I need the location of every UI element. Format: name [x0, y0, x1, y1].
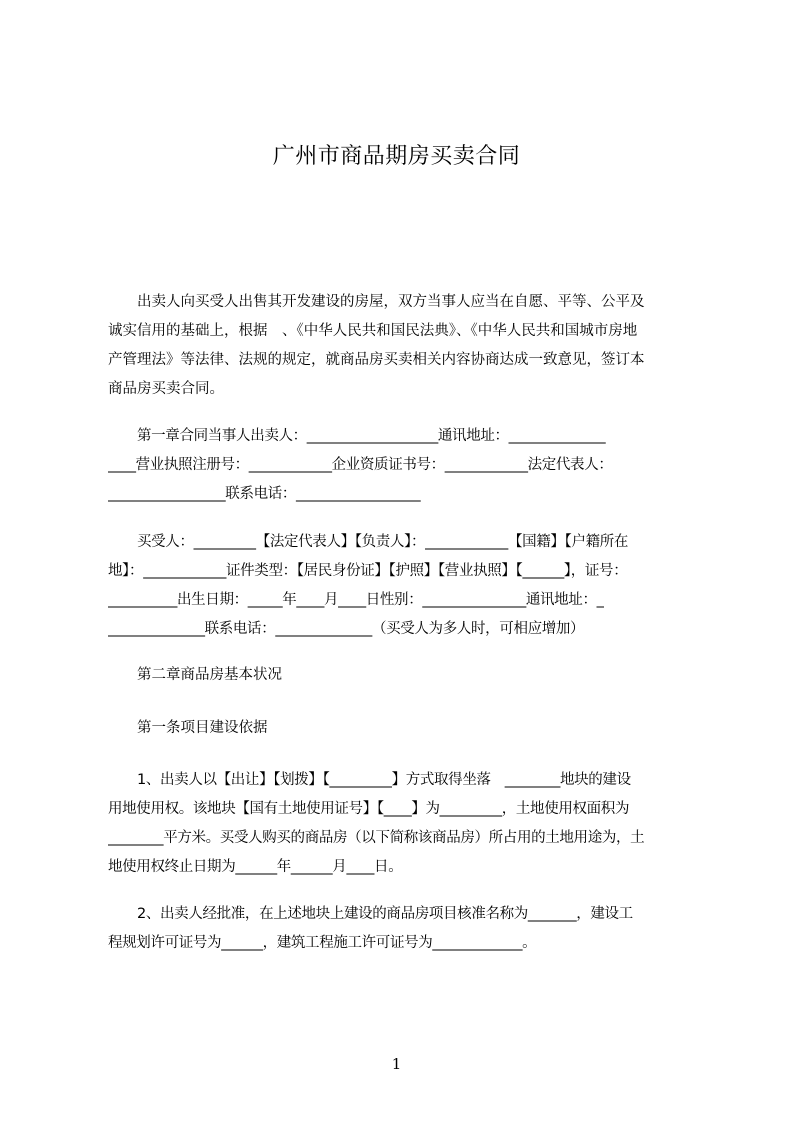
item-1-line: ________平方米。买受人购买的商品房（以下简称该商品房）所占用的土地用途为，土: [108, 830, 645, 846]
buyer-line: 买受人：_________【法定代表人】【负责人】：____________【国籍】【户籍所在: [137, 534, 629, 550]
article-1-item-1: [108, 766, 700, 882]
seller-section: [108, 422, 700, 509]
article-1-item-2: [108, 900, 700, 958]
seller-line: ____营业执照注册号：____________企业资质证书号：____________法定代表人：: [108, 457, 613, 473]
article-1-heading: [108, 714, 700, 743]
intro-line: 商品房买卖合同。: [108, 381, 224, 397]
buyer-section: [108, 528, 700, 644]
seller-line: 第一章合同当事人出卖人：___________________通讯地址：______________: [137, 428, 606, 444]
article-1-heading-text: 第一条项目建设依据: [137, 720, 268, 736]
buyer-line: 地】：____________证件类型：【居民身份证】【护照】【营业执照】【______】，证号：: [108, 563, 628, 579]
chapter-2-heading: [108, 661, 700, 690]
buyer-line: ______________联系电话：______________（买受人为多人时，可相应增加）: [108, 621, 585, 637]
intro-line: 出卖人向买受人出售其开发建设的房屋，双方当事人应当在自愿、平等、公平及: [137, 294, 645, 310]
seller-line: _________________联系电话：__________________: [108, 486, 421, 502]
item-1-line: 用地使用权。该地块【国有土地使用证号】【____】为_________，土地使用权面积为: [108, 801, 630, 817]
page-number: 1: [391, 1055, 402, 1073]
item-2-line: 2、出卖人经批准，在上述地块上建设的商品房项目核准名称为_______，建设工: [137, 906, 633, 922]
chapter-2-heading-text: 第二章商品房基本状况: [137, 667, 282, 683]
item-1-line: 地使用权终止日期为______年______月____日。: [108, 859, 403, 875]
intro-line: 诚实信用的基础上，根据 、《中华人民共和国民法典》、《中华人民共和国城市房地: [108, 323, 638, 339]
item-1-line: 1、出卖人以【出让】【划拨】【_________】方式取得坐落 ________地块的建设: [137, 772, 631, 788]
intro-line: 产管理法》等法律、法规的规定，就商品房买卖相关内容协商达成一致意见，签订本: [108, 352, 645, 368]
buyer-line: __________出生日期：_____年____月____日性别：_______________通讯地址：_: [108, 592, 604, 608]
intro-paragraph: [108, 288, 700, 404]
document-title: 广州市商品期房买卖合同: [272, 144, 521, 169]
item-2-line: 程规划许可证号为______，建筑工程施工许可证号为_____________。: [108, 935, 537, 951]
